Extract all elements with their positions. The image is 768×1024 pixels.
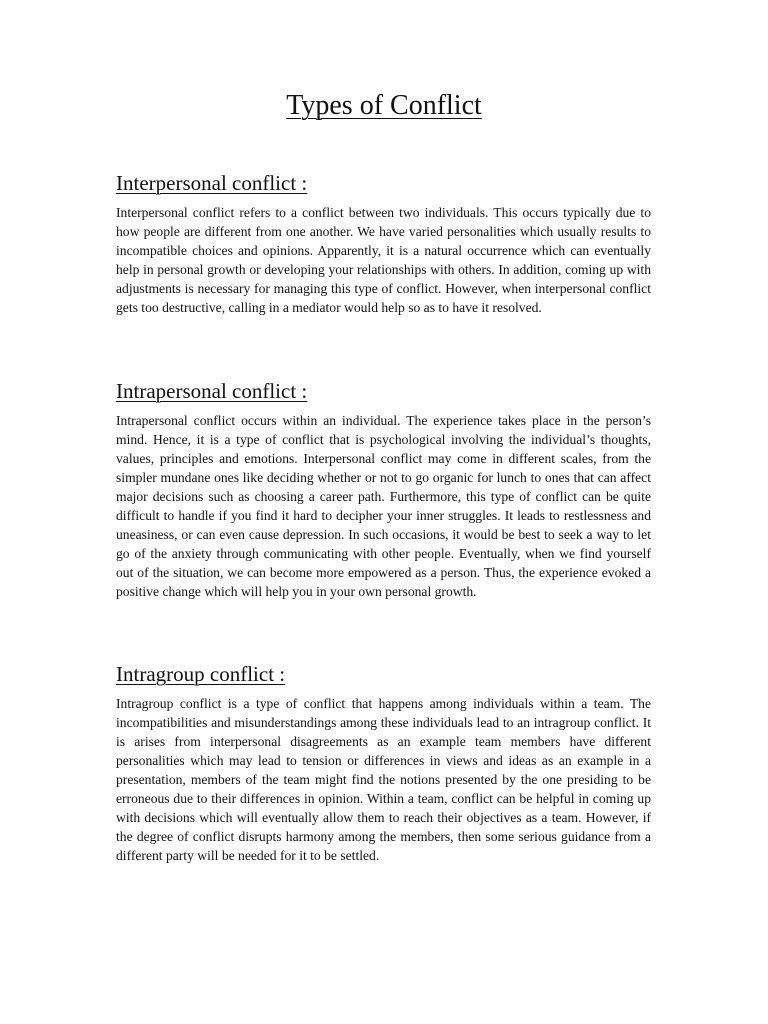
section-heading: Intrapersonal conflict :: [116, 379, 308, 403]
section-body: Interpersonal conflict refers to a conflict between two individuals. This occurs typically due to how people are different from one another. We have varied personalities which usually results to incompatible choices and opinions. Apparently, it is a natural occurrence which can eventually help in personal growth or developing your relationships with others. In addition, coming up with adjustments is necessary for managing this type of conflict. However, when interpersonal conflict gets too destructive, calling in a mediator would help so as to have it resolved.: [116, 205, 651, 316]
section-interpersonal-conflict: [116, 169, 651, 317]
section-heading: Interpersonal conflict :: [116, 171, 308, 195]
section-body: Intrapersonal conflict occurs within an individual. The experience takes place in the person’s mind. Hence, it is a type of conflict that is psychological involving the individual’s thoughts, values, principles and emotions. Interpersonal conflict may come in different scales, from the simpler mundane ones like deciding whether or not to go organic for lunch to ones that can affect major decisions such as choosing a career path. Furthermore, this type of conflict can be quite difficult to handle if you find it hard to decipher your inner struggles. It leads to restlessness and uneasiness, or can even cause depression. In such occasions, it would be best to seek a way to let go of the anxiety through communicating with other people. Eventually, when we find yourself out of the situation, we can become more empowered as a person. Thus, the experience evoked a positive change which will help you in your own personal growth.: [116, 413, 651, 600]
section-intrapersonal-conflict: [116, 377, 651, 601]
document-title: Types of Conflict: [286, 90, 482, 121]
section-body: Intragroup conflict is a type of conflict that happens among individuals within a team. The incompatibilities and misunderstandings among these individuals lead to an intragroup conflict. It is arises from interpersonal disagreements as an example team members have different personalities which may lead to tension or differences in views and ideas as an example in a presentation, members of the team might find the notions presented by the one presiding to be erroneous due to their differences in opinion. Within a team, conflict can be helpful in coming up with decisions which will eventually allow them to reach their objectives as a team. However, if the degree of conflict disrupts harmony among the members, then some serious guidance from a different party will be needed for it to be settled.: [116, 696, 651, 864]
section-intragroup-conflict: [116, 660, 651, 865]
section-heading: Intragroup conflict :: [116, 662, 286, 686]
